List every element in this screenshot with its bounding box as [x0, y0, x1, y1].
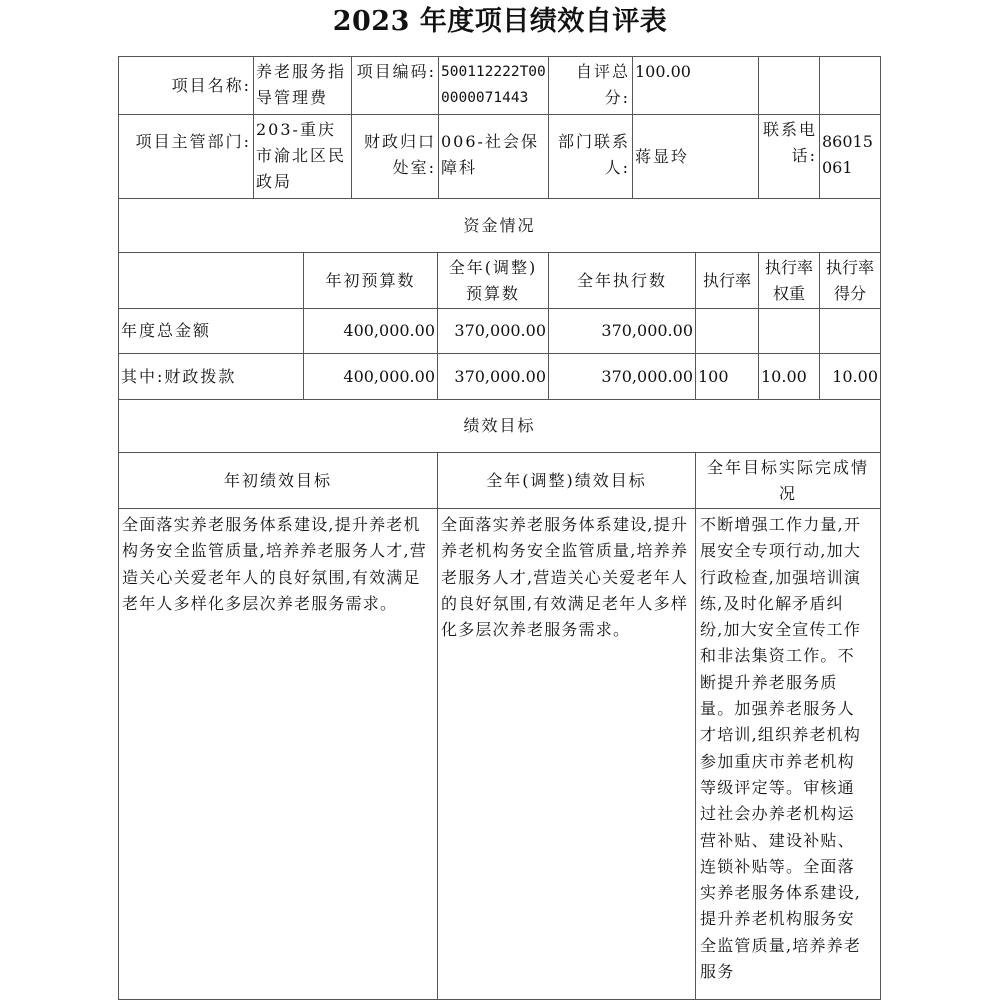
empty-cell	[119, 253, 304, 309]
perf-header-adjusted: 全年(调整)绩效目标	[438, 453, 696, 509]
funds-header-initial: 年初预算数	[304, 253, 438, 309]
self-score-value: 100.00	[633, 57, 759, 115]
funds-row-initial: 400,000.00	[304, 354, 438, 400]
contact-value: 蒋显玲	[633, 115, 759, 199]
finance-label: 财政归口处室:	[352, 115, 439, 199]
funds-row-rate	[696, 309, 759, 354]
self-score-label: 自评总分:	[549, 57, 633, 115]
funds-row-rate: 100	[696, 354, 759, 400]
project-code-value: 500112222T000000071443	[439, 57, 549, 115]
funds-row-weight	[759, 309, 820, 354]
performance-section-header: 绩效目标	[119, 400, 881, 453]
empty-cell	[759, 57, 820, 115]
funds-header-weight: 执行率权重	[759, 253, 820, 309]
adjusted-goal-text: 全面落实养老服务体系建设,提升养老机构务安全监管质量,培养养老服务人才,营造关心关爱老年人的良好氛围,有效满足老年人多样化多层次养老服务需求。	[438, 509, 696, 1000]
funds-row-executed: 370,000.00	[549, 309, 696, 354]
dept-value: 203-重庆市渝北区民政局	[254, 115, 352, 199]
evaluation-table	[118, 56, 881, 1000]
initial-goal-text: 全面落实养老服务体系建设,提升养老机构务安全监管质量,培养养老服务人才,营造关心关爱老年人的良好氛围,有效满足老年人多样化多层次养老服务需求。	[119, 509, 438, 1000]
funds-row-executed: 370,000.00	[549, 354, 696, 400]
phone-value: 86015061	[820, 115, 881, 199]
funds-row-label: 其中:财政拨款	[119, 354, 304, 400]
actual-completion-text: 不断增强工作力量,开展安全专项行动,加大行政检查,加强培训演练,及时化解矛盾纠纷,加大安全宣传工作和非法集资工作。不断提升养老服务质量。加强养老服务人才培训,组织养老机构参加重庆市养老机构等级评定等。审核通过社会办养老机构运营补贴、建设补贴、连锁补贴等。全面落实养老服务体系建设,提升养老机构服务安全监管质量,培养养老服务	[696, 509, 881, 1000]
contact-label: 部门联系人:	[549, 115, 633, 199]
dept-label: 项目主管部门:	[119, 115, 254, 199]
finance-value: 006-社会保障科	[439, 115, 549, 199]
funds-row-score: 10.00	[820, 354, 881, 400]
project-code-label: 项目编码:	[352, 57, 439, 115]
phone-label: 联系电话:	[759, 115, 820, 199]
funds-header-executed: 全年执行数	[549, 253, 696, 309]
funds-header-rate: 执行率	[696, 253, 759, 309]
funds-row-adjusted: 370,000.00	[438, 309, 549, 354]
funds-header-adjusted: 全年(调整)预算数	[438, 253, 549, 309]
page-title: 2023 年度项目绩效自评表	[332, 6, 668, 37]
funds-row-initial: 400,000.00	[304, 309, 438, 354]
project-name-value: 养老服务指导管理费	[254, 57, 352, 115]
perf-header-initial: 年初绩效目标	[119, 453, 438, 509]
funds-header-score: 执行率得分	[820, 253, 881, 309]
perf-header-actual: 全年目标实际完成情况	[696, 453, 881, 509]
funds-section-header: 资金情况	[119, 199, 881, 253]
funds-row-weight: 10.00	[759, 354, 820, 400]
funds-row-adjusted: 370,000.00	[438, 354, 549, 400]
funds-row-score	[820, 309, 881, 354]
empty-cell	[820, 57, 881, 115]
funds-row-label: 年度总金额	[119, 309, 304, 354]
project-name-label: 项目名称:	[119, 57, 254, 115]
